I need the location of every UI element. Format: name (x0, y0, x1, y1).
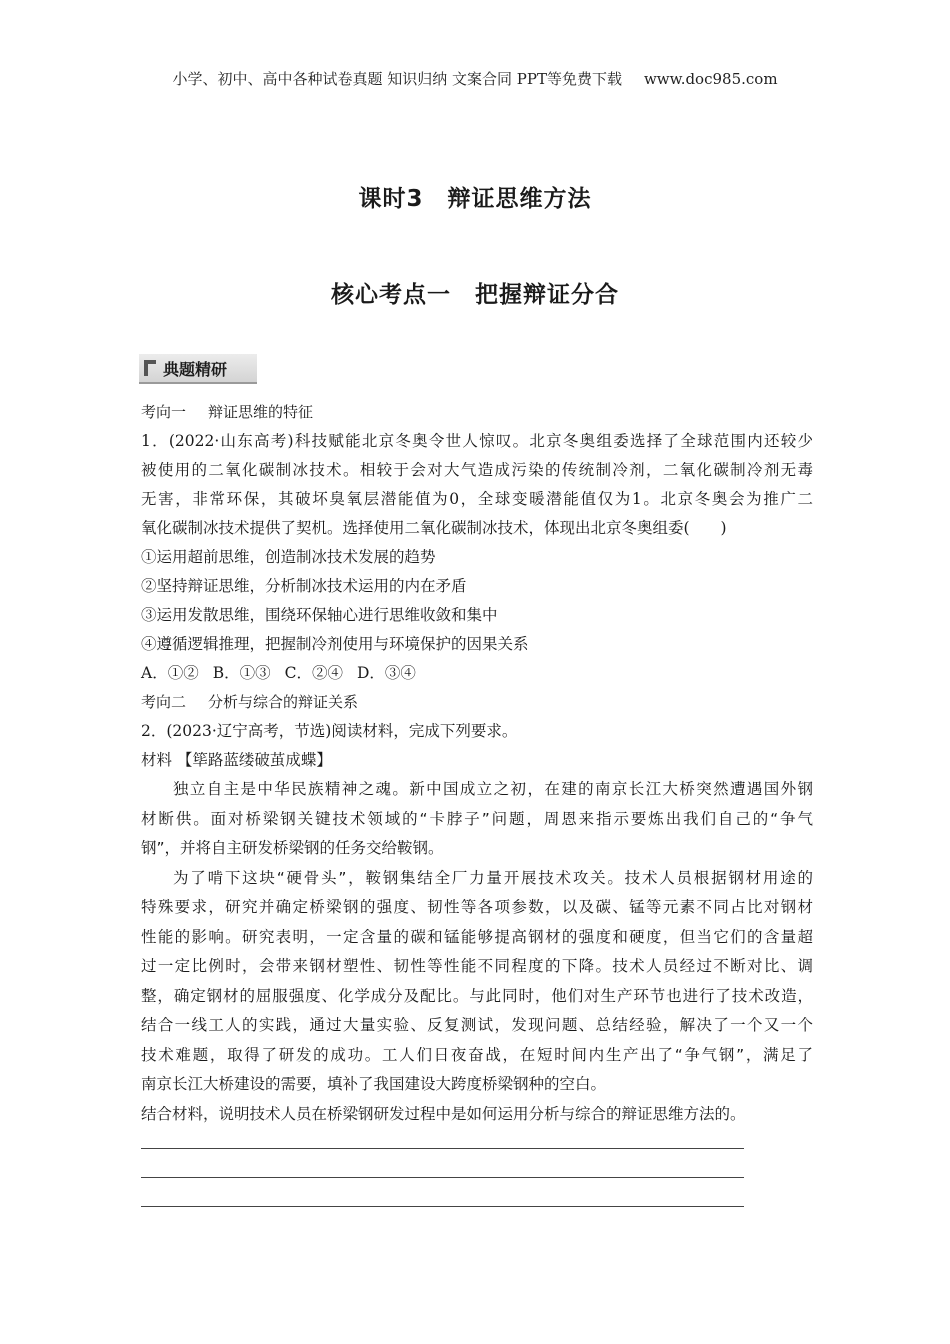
section-title: 核心考点一 把握辩证分合 (331, 282, 619, 308)
header-banner (0, 68, 950, 89)
content-body (141, 398, 813, 1129)
answer-line[interactable] (141, 1177, 744, 1178)
material-line: 钢”，并将自主研发桥梁钢的任务交给鞍钢。 (141, 839, 444, 857)
material-line: 性能的影响。研究表明，一定含量的碳和锰能够提高钢材的强度和硬度，但当它们的含量超 (141, 927, 813, 946)
option-a[interactable]: A．①② (141, 664, 199, 682)
option-b[interactable]: B．①③ (212, 664, 271, 682)
direction-2-label: 考向二 (141, 693, 187, 711)
question-1-item: ①运用超前思维，创造制冰技术发展的趋势 (141, 548, 436, 566)
material-title: 材料 【筚路蓝缕破茧成蝶】 (141, 751, 332, 769)
question-1-line: 被使用的二氧化碳制冰技术。相较于会对大气造成污染的传统制冷剂，二氧化碳制冷剂无毒 (141, 461, 813, 479)
section-tag-label: 典题精研 (163, 359, 228, 379)
question-2-prompt: 结合材料，说明技术人员在桥梁钢研发过程中是如何运用分析与综合的辩证思维方法的。 (141, 1104, 746, 1123)
material-paragraph-2 (141, 864, 813, 1100)
material-line: 结合一线工人的实践，通过大量实验、反复测试，发现问题、总结经验，解决了一个又一个 (141, 1016, 813, 1034)
answer-line[interactable] (141, 1148, 744, 1149)
page-title: 课时3 辩证思维方法 (358, 186, 592, 212)
question-2-intro: 2．(2023·辽宁高考，节选)阅读材料，完成下列要求。 (141, 722, 518, 740)
material-line: 独立自主是中华民族精神之魂。新中国成立之初，在建的南京长江大桥突然遭遇国外钢 (173, 780, 813, 798)
option-d[interactable]: D．③④ (356, 664, 416, 682)
section-tag (139, 354, 257, 384)
question-1-item: ③运用发散思维，围绕环保轴心进行思维收敛和集中 (141, 606, 498, 624)
question-1-item: ④遵循逻辑推理，把握制冷剂使用与环境保护的因果关系 (141, 635, 529, 653)
option-c[interactable]: C．②④ (284, 664, 343, 682)
question-1-line: 无害，非常环保，其破坏臭氧层潜能值为0，全球变暖潜能值仅为1。北京冬奥会为推广二 (141, 490, 813, 508)
question-1-line: 氧化碳制冰技术提供了契机。选择使用二氧化碳制冰技术，体现出北京冬奥组委( ) (141, 519, 727, 537)
question-1-options (141, 659, 813, 688)
material-line: 特殊要求，研究并确定桥梁钢的强度、韧性等各项参数，以及碳、锰等元素不同占比对钢材 (141, 898, 813, 916)
answer-line[interactable] (141, 1206, 744, 1207)
direction-1-heading (141, 398, 813, 427)
material-line: 为了啃下这块“硬骨头”，鞍钢集结全厂力量开展技术攻关。技术人员根据钢材用途的 (173, 868, 813, 887)
question-1 (141, 427, 813, 688)
question-2 (141, 717, 813, 1129)
material-line: 技术难题，取得了研发的成功。工人们日夜奋战，在短时间内生产出了“争气钢”，满足了 (141, 1045, 813, 1064)
material-line: 过一定比例时，会带来钢材塑性、韧性等性能不同程度的下降。技术人员经过不断对比、调 (141, 957, 813, 975)
direction-2-heading (141, 688, 813, 717)
direction-2-text: 分析与综合的辩证关系 (208, 693, 359, 711)
corner-bracket-icon (144, 360, 156, 376)
material-line: 材断供。面对桥梁钢关键技术领域的“卡脖子”问题，周恩来指示要炼出我们自己的“争气 (141, 809, 813, 828)
direction-1-text: 辩证思维的特征 (208, 403, 314, 421)
material-line: 南京长江大桥建设的需要，填补了我国建设大跨度桥梁钢种的空白。 (141, 1075, 607, 1093)
header-url[interactable]: www.doc985.com (643, 70, 778, 88)
material-paragraph-1 (141, 775, 813, 864)
question-1-item: ②坚持辩证思维，分析制冰技术运用的内在矛盾 (141, 577, 467, 595)
question-1-line: 1．(2022·山东高考)科技赋能北京冬奥令世人惊叹。北京冬奥组委选择了全球范围内还较少 (141, 432, 813, 450)
header-banner-text: 小学、初中、高中各种试卷真题 知识归纳 文案合同 PPT等免费下载 (172, 70, 622, 88)
direction-1-label: 考向一 (141, 403, 187, 421)
material-line: 整，确定钢材的屈服强度、化学成分及配比。与此同时，他们对生产环节也进行了技术改造， (141, 986, 813, 1005)
